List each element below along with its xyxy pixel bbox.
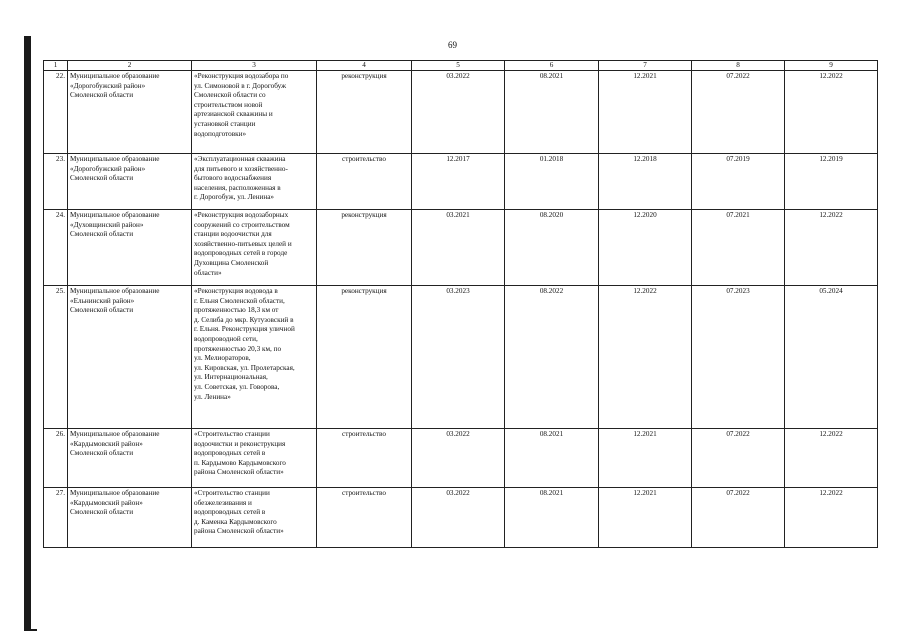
work-type-cell: реконструкция [317, 210, 412, 286]
date-cell: 12.2021 [599, 488, 692, 548]
date-cell: 12.2019 [785, 154, 878, 210]
municipality-cell: Муниципальное образование «Кардымовский район» Смоленской области [68, 429, 192, 488]
date-cell: 03.2022 [412, 488, 505, 548]
table-row [44, 429, 878, 488]
date-cell: 12.2018 [599, 154, 692, 210]
table-row [44, 210, 878, 286]
date-cell: 12.2022 [785, 488, 878, 548]
work-type-cell: строительство [317, 429, 412, 488]
object-name-cell: «Реконструкция водозабора по ул. Симоновой в г. Дорогобуж Смоленской области со строительством новой артезианской скважины и установкой станции водоподготовки» [192, 71, 317, 154]
date-cell: 05.2024 [785, 286, 878, 429]
date-cell: 07.2023 [692, 286, 785, 429]
object-name-cell: «Реконструкция водовода в г. Ельня Смоленской области, протяженностью 18,3 км от д. Селиба до мкр. Кутузовский в г. Ельня. Реконструкция уличной водопроводной сети, протяженностью 20,3 км, по ул. Мелиораторов, ул. Кировская, ул. Пролетарская, ул. Интернациональная, ул. Советская, ул. Говорова, ул. Ленина» [192, 286, 317, 429]
municipality-cell: Муниципальное образование «Дорогобужский район» Смоленской области [68, 154, 192, 210]
date-cell: 07.2019 [692, 154, 785, 210]
date-cell: 03.2022 [412, 429, 505, 488]
date-cell: 08.2021 [505, 429, 599, 488]
object-name-cell: «Строительство станции обезжелезивания и водопроводных сетей в д. Каменка Кардымовского района Смоленской области» [192, 488, 317, 548]
object-name-cell: «Реконструкция водозаборных сооружений со строительством станции водоочистки для хозяйственно-питьевых целей и водопроводных сетей в городе Духовщина Смоленской области» [192, 210, 317, 286]
binder-edge-line [24, 36, 31, 630]
header-cell: 4 [317, 61, 412, 71]
work-type-cell: реконструкция [317, 71, 412, 154]
row-number: 22. [44, 71, 68, 154]
row-number: 24. [44, 210, 68, 286]
date-cell: 08.2021 [505, 488, 599, 548]
date-cell: 12.2021 [599, 429, 692, 488]
binder-edge-foot [24, 629, 37, 631]
header-row [44, 61, 878, 71]
table-row [44, 286, 878, 429]
work-type-cell: строительство [317, 488, 412, 548]
municipality-cell: Муниципальное образование «Кардымовский район» Смоленской области [68, 488, 192, 548]
date-cell: 08.2021 [505, 71, 599, 154]
header-cell: 9 [785, 61, 878, 71]
table-row [44, 154, 878, 210]
date-cell: 01.2018 [505, 154, 599, 210]
date-cell: 07.2021 [692, 210, 785, 286]
row-number: 23. [44, 154, 68, 210]
date-cell: 12.2020 [599, 210, 692, 286]
header-cell: 1 [44, 61, 68, 71]
date-cell: 07.2022 [692, 71, 785, 154]
date-cell: 03.2023 [412, 286, 505, 429]
header-cell: 6 [505, 61, 599, 71]
header-cell: 2 [68, 61, 192, 71]
schedule-table [43, 60, 878, 548]
date-cell: 07.2022 [692, 488, 785, 548]
header-cell: 8 [692, 61, 785, 71]
header-cell: 7 [599, 61, 692, 71]
work-type-cell: реконструкция [317, 286, 412, 429]
work-type-cell: строительство [317, 154, 412, 210]
row-number: 26. [44, 429, 68, 488]
date-cell: 12.2017 [412, 154, 505, 210]
date-cell: 12.2021 [599, 71, 692, 154]
municipality-cell: Муниципальное образование «Духовщинский район» Смоленской области [68, 210, 192, 286]
municipality-cell: Муниципальное образование «Ельнинский район» Смоленской области [68, 286, 192, 429]
date-cell: 12.2022 [785, 210, 878, 286]
row-number: 27. [44, 488, 68, 548]
date-cell: 08.2020 [505, 210, 599, 286]
date-cell: 12.2022 [599, 286, 692, 429]
date-cell: 07.2022 [692, 429, 785, 488]
table-row [44, 71, 878, 154]
date-cell: 03.2021 [412, 210, 505, 286]
header-cell: 5 [412, 61, 505, 71]
row-number: 25. [44, 286, 68, 429]
date-cell: 12.2022 [785, 71, 878, 154]
date-cell: 08.2022 [505, 286, 599, 429]
table-row [44, 488, 878, 548]
date-cell: 12.2022 [785, 429, 878, 488]
municipality-cell: Муниципальное образование «Дорогобужский район» Смоленской области [68, 71, 192, 154]
header-cell: 3 [192, 61, 317, 71]
date-cell: 03.2022 [412, 71, 505, 154]
page-number: 69 [448, 40, 457, 50]
object-name-cell: «Строительство станции водоочистки и реконструкция водопроводных сетей в п. Кардымово Кардымовского района Смоленской области» [192, 429, 317, 488]
object-name-cell: «Эксплуатационная скважина для питьевого и хозяйственно- бытового водоснабжения населения, расположенная в г. Дорогобуж, ул. Ленина» [192, 154, 317, 210]
